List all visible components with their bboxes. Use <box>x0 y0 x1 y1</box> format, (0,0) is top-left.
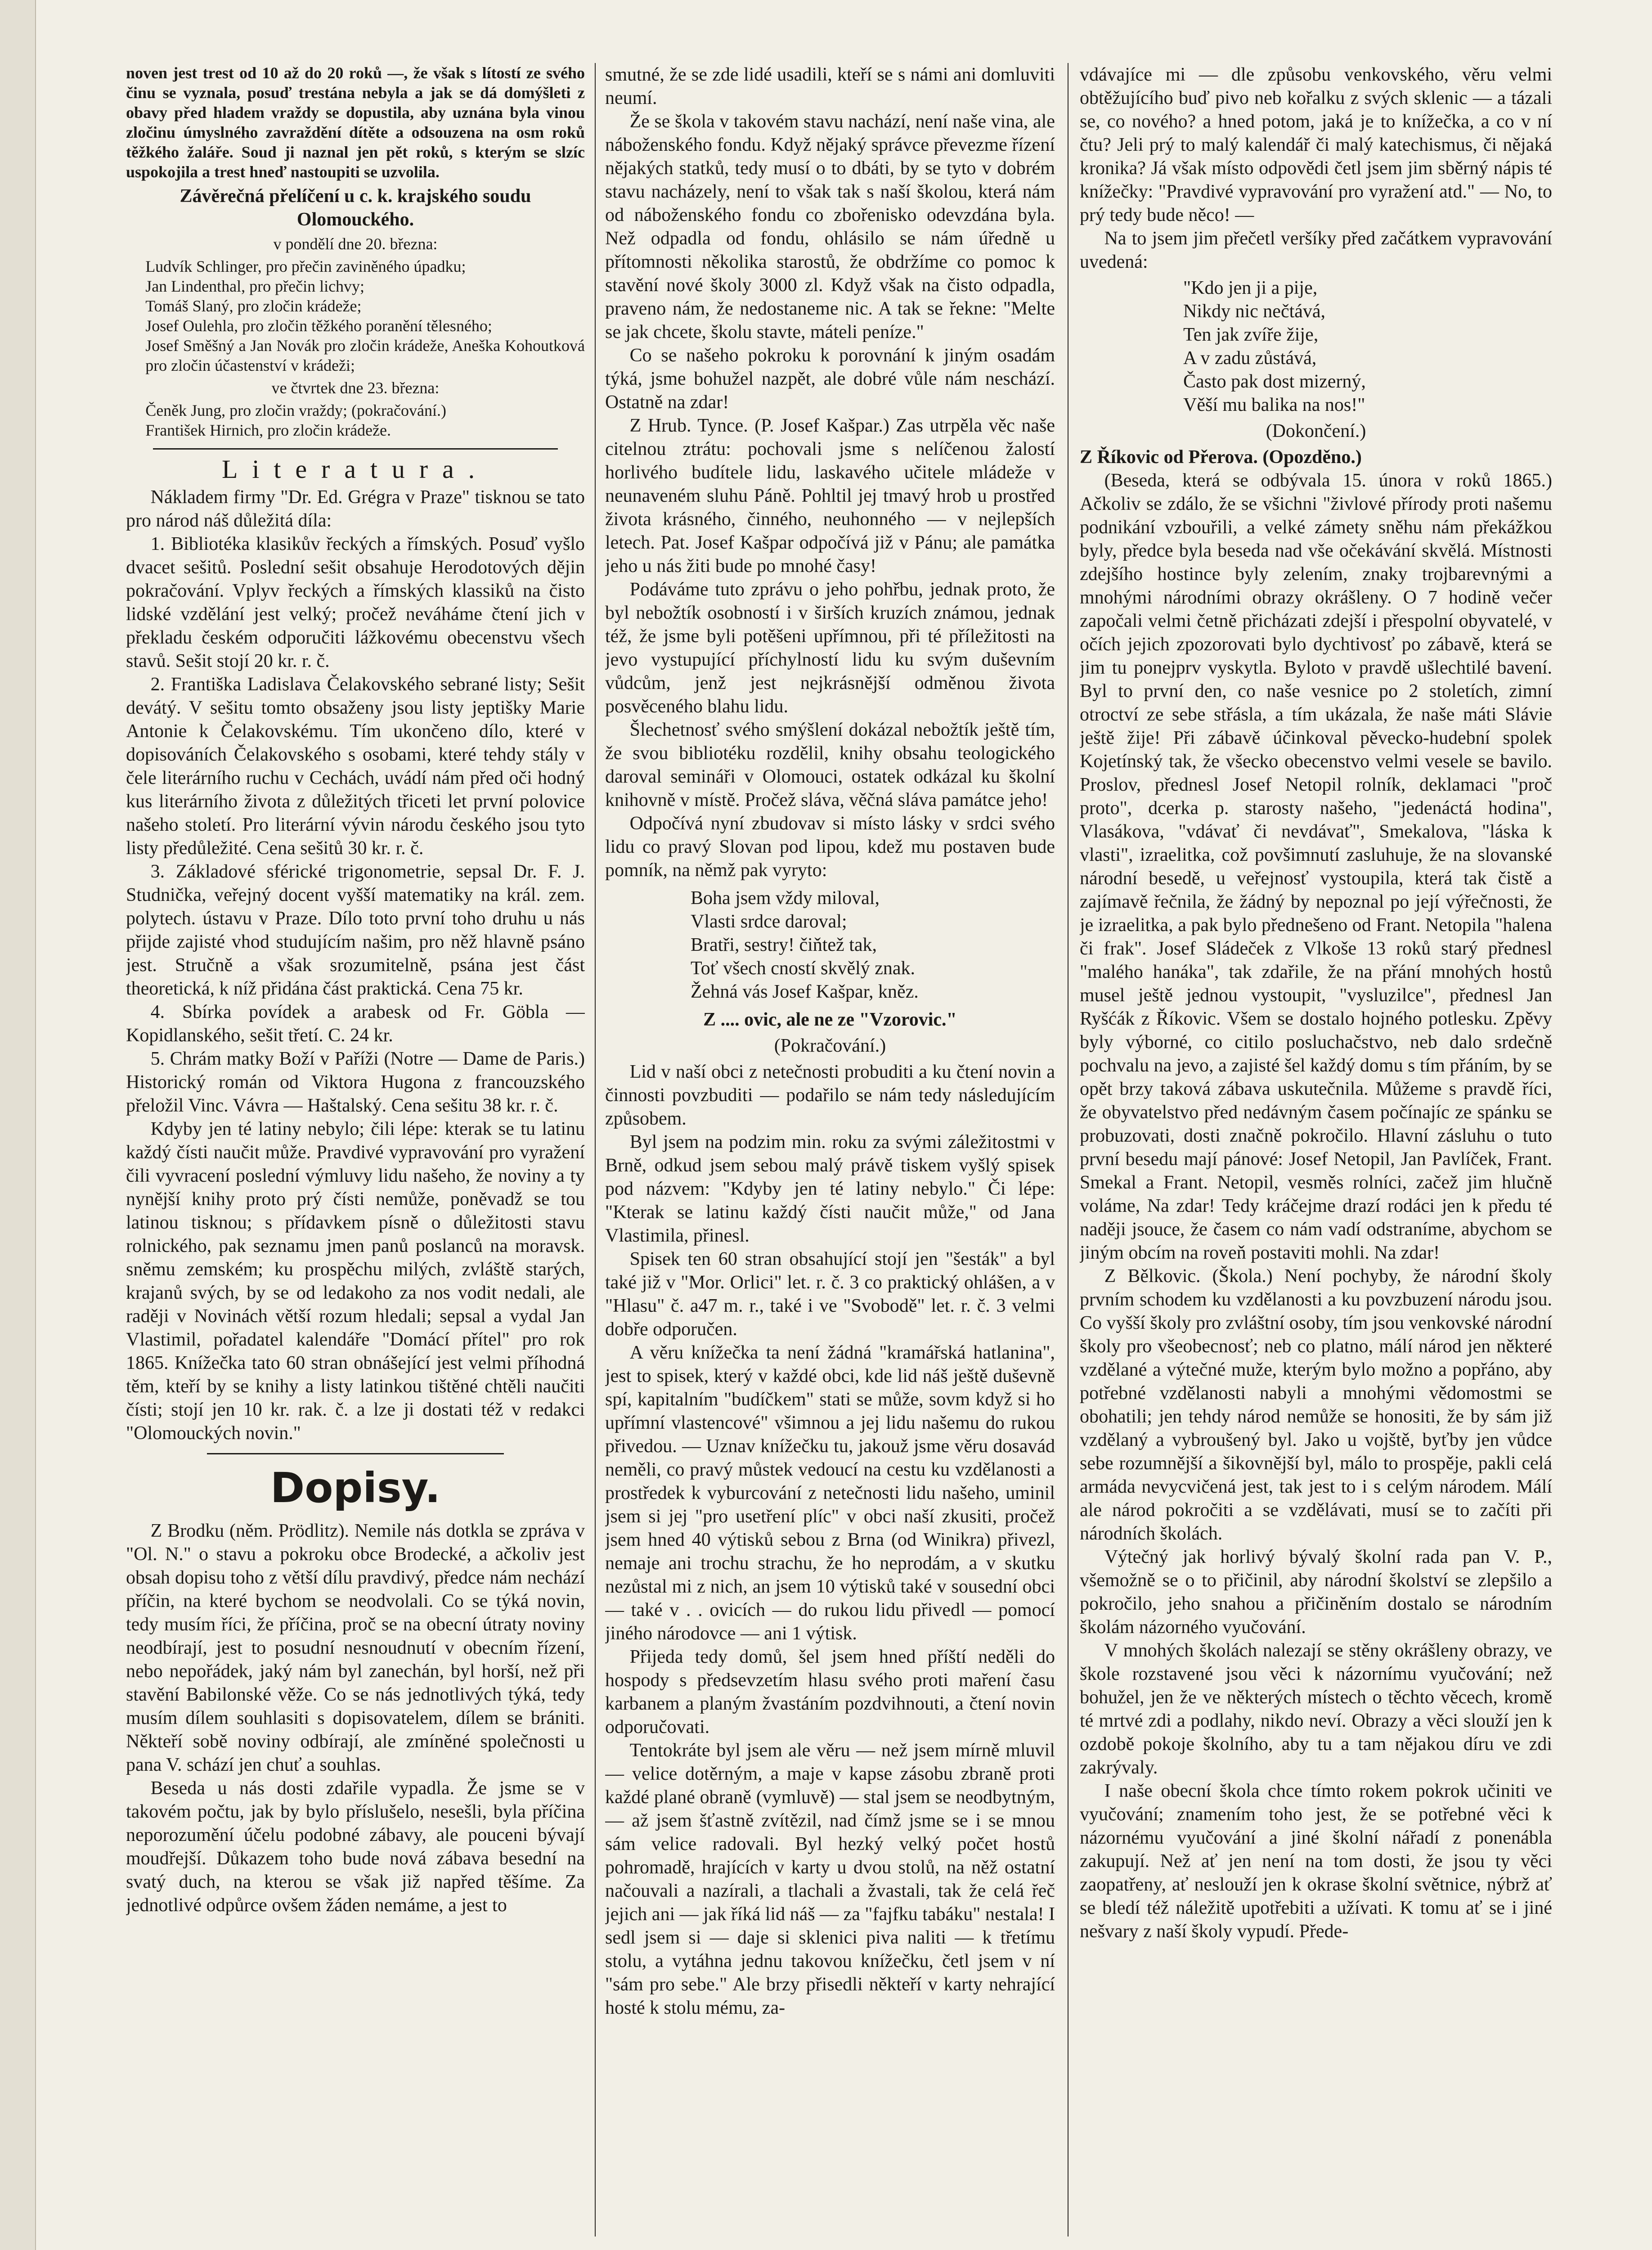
letter-belkovice: V mnohých školách nalezají se stěny okrášleny obrazy, ve škole rozstavené jsou věci k názornímu vyučování; než bohužel, jen že ve některých místech o těchto věcech, kromě té mrtvé zdi a podlahy, nikdo neví. Obrazy a věci slouží jen k ozdobě pokoje školního, aby tu a tam nějakou díru ve zdi zakrývaly. <box>1080 1640 1552 1778</box>
poem-verse <box>1080 276 1552 443</box>
court-item: Čeněk Jung, pro zločin vraždy; (pokračování.) <box>145 401 446 419</box>
literature-item: 5. Chrám matky Boží v Paříži (Notre — Dame de Paris.) Historický román od Viktora Hugona z francouzského přeložil Vinc. Vávra — Haštalský. Cena sešitu 38 kr. r. č. <box>126 1048 585 1116</box>
section-heading-dopisy: Dopisy. <box>270 1464 441 1512</box>
article-text: smutné, že se zde lidé usadili, kteří se s námi ani domluviti neumí. <box>605 64 1055 108</box>
letter-vzorovic: Na to jsem jim přečetl veršíky před začátkem vypravování uvedená: <box>1080 228 1552 272</box>
letter-tynce: Podáváme tuto zprávu o jeho pohřbu, jednak proto, že byl nebožtík osobností i v širších kruzích známou, jednak též, že jsme byli potěšeni upřímnou, při té příležitosti na jevo vystupující příchylností lidu ku svým duševním vůdcům, jenž jest nejkrásnější odměnou života posvěceného blahu lidu. <box>605 579 1055 717</box>
column-middle <box>605 63 1055 2236</box>
literature-item: 1. Bibliotéka klasikův řeckých a římských. Posuď vyšlo dvacet sešitů. Poslední sešit obsahuje Herodotových dějin pokračování. Vplyv řeckých a římských klassiků na čisto lidské vzdělání jest velký; pročež neváháme čtení jich v překladu českém odporučiti lážkovému obecenstvu všech stavů. Sešit stojí 20 kr. r. č. <box>126 534 585 671</box>
court-list <box>126 400 585 440</box>
letter-tynce: Odpočívá nyní zbudovav si místo lásky v srdci svého lidu co pravý Slovan pod lipou, kdež mu postaven bude pomník, na němž pak vyryto: <box>605 813 1055 881</box>
verse-line: Bratři, sestry! čiňtež tak, <box>691 935 877 955</box>
article-text: Co se našeho pokroku k porovnání k jiným osadám týká, jsme bohužel nazpět, ale dobré vůle nám neschází. Ostatně na zdar! <box>605 345 1055 413</box>
verse-line: Toť všech cností skvělý znak. <box>691 958 916 979</box>
court-title: Závěrečná přelíčení u c. k. krajského soudu Olomouckého. <box>180 186 531 230</box>
column-rule <box>595 63 596 2236</box>
letter-vzorovic: Byl jsem na podzim min. roku za svými záležitostmi v Brně, odkud jsem sebou malý právě tiskem vyšlý spisek pod názvem: "Kdyby jen té latiny nebylo." Či lépe: "Kterak se latinu každý čísti naučit může," od Jana Vlastimila, přinesl. <box>605 1132 1055 1246</box>
court-date-monday: v pondělí dne 20. března: <box>273 235 438 253</box>
letter-vzorovic: Přijeda tedy domů, šel jsem hned příští neděli do hospody s předsevzetím hlasu svého proti maření času karbanem a planým žvastáním pozdvihnouti, a čtení novin odporučovati. <box>605 1647 1055 1737</box>
column-right <box>1080 63 1552 2236</box>
court-item: Josef Směšný a Jan Novák pro zločin krádeže, Aneška Kohoutková pro zločin účastenství v krádeži; <box>145 337 585 374</box>
letter-brodek: Beseda u nás dosti zdařile vypadla. Že jsme se v takovém počtu, jak by bylo příslušelo, nesešli, byla příčina neporozumění účelu podobné zábavy, ale pouceni bývají moudřejší. Důkazem toho bude nová zábava besední na svatý duch, na kterou se však již napřed těšíme. Za jednotlivé odpůrce ovšem žáden nemáme, a jest to <box>126 1778 585 1916</box>
court-date-thursday: ve čtvrtek dne 23. března: <box>271 379 440 397</box>
verse-line: Nikdy nic nečtává, <box>1183 301 1326 322</box>
binding-margin <box>0 0 36 2250</box>
divider <box>153 448 558 450</box>
court-item: Ludvík Schlinger, pro přečin zaviněného úpadku; <box>145 257 466 275</box>
verse-line: Žehná vás Josef Kašpar, kněz. <box>691 981 919 1002</box>
court-item: Jan Lindenthal, pro přečin lichvy; <box>145 277 365 295</box>
letter-rikovice: (Beseda, která se odbývala 15. února v roků 1865.) Ačkoliv se zdálo, že se všichni "živlové přírody proti našemu podnikání vzbouřili, a velké zámety sněhu nám překážkou byly, předce byla beseda nad vše očekávání skvělá. Místnosti zdejšího hostince byly zelením, znaky trojbarevnými a mnohými národními obrazy okrášleny. O 7 hodině večer započali velmi četně přicházati zdejší i přespolní obyvatelé, v očích jejich zpozorovati bylo dychtivosť po zábavě, která se jim tu ponejprv vyskytla. Byloto v pravdě ušlechtilé bavení. Byl to první den, co naše vesnice po 2 stoletích, zimní otroctví ze sebe střásla, a tím ukázala, že naše máti Slávie ještě žije! Při zábavě účinkoval pěvecko-hudební spolek Kojetínský tak, že všecko obecenstvo velmi vesele se bavilo. Proslov, přednesl Josef Netopil rolník, deklamaci "proč proto", dcerka p. starosty našeho, "jedenáctá hodina", Vlasákova, "vdávať či nevdávať", Smekalova, "láska k vlasti", izraelitka, což povšimnutí zasluhuje, že na slovanské národní besedě, u veřejnosť vystoupila, která tak čistě a zajímavě řečnila, že žádný by nepoznal po její výřečnosti, že je izraelitka, a pak bylo přednešeno od Frant. Netopila "halena či frak". Josef Sládeček z Vlkoše 13 roků starý přednesl "malého hanáka", tak zdařile, že na přání mnohých hostů musel ještě jednou vystoupit, "vysluzilce", přednesl Jan Ryšćák z Říkovic. Všem se dostalo hojného potlesku. Zpěvy byly výborné, co citilo posluchačstvo, neb dalo srdečně pochvalu na jevo, a zajisté šel každý domu s tím přáním, by se opět brzy taková zábava uskutečnila. Můžeme s pravdě říci, že obyvatelstvo před nedávným časem počínajíc ze spánku se probuzovati, dosti značně pokročilo. Hlavní zásluhu o tuto první besedu mají pánové: Josef Netopil, Jan Pavlíček, Frant. Smekal a Frant. Netopil, vesměs rolníci, začež jim hlučně voláme, Na zdar! Tedy kráčejme drazí rodáci jen k předu té naději jsouce, že časem co nám vadí odstraníme, abychom se jiným obcím na roveň postaviti mohli. Na zdar! <box>1080 470 1552 1263</box>
letter-heading-rikovice: Z Říkovic od Přerova. (Opozděno.) <box>1080 447 1362 468</box>
court-item: Tomáš Slaný, pro zločin krádeže; <box>145 297 362 315</box>
column-left <box>126 63 585 2236</box>
article-text: Že se škola v takovém stavu nachází, není naše vina, ale náboženského fondu. Když nějaký správce převezme řízení nějakých statků, tedy musí o to dbáti, by se tyto v dobrém stavu nacházely, není to však tak s naší školou, která nám od náboženského fondu co zbořenisko odevzdána byla. Než odpadla od fondu, ohlásilo se nám úředně u přítomnosti několika starostů, že obdržíme co pomoc k stavění nové školy 3000 zl. Když však na čisto odpadla, praveno nám, že nedostaneme nic. A tak se řekne: "Melte se jak chcete, školu stavte, máteli peníze." <box>605 111 1055 342</box>
epitaph-verse <box>605 886 1055 1004</box>
letter-tynce: Šlechetnosť svého smýšlení dokázal nebožtík ještě tím, že svou bibliotéku rozdělil, knihy obsahu teologického daroval semináři v Olomouci, ostatek odkázal ku školní knihovně v místě. Pročež sláva, věčná sláva památce jeho! <box>605 720 1055 810</box>
conclusion-note: (Dokončení.) <box>1266 421 1366 441</box>
verse-line: Ten jak zvíře žije, <box>1183 324 1319 345</box>
verse-line: Často pak dost mizerný, <box>1183 371 1366 392</box>
letter-vzorovic: Spisek ten 60 stran obsahující stojí jen "šesták" a byl také již v "Mor. Orlici" let. r. č. 3 co praktický ohlášen, a v "Hlasu" č. a47 m. r., také i ve "Svobodě" let. r. č. 3 velmi dobře odporučen. <box>605 1249 1055 1340</box>
verse-line: Vlasti srdce daroval; <box>691 911 847 932</box>
letter-belkovice: Výtečný jak horlivý bývalý školní rada pan V. P., všemožně se o to přičinil, aby národní školství se zlepšilo a pokročilo, jeho snahou a přičiněním dostalo se národním školám názorného vyučování. <box>1080 1547 1552 1638</box>
verse-line: Boha jsem vždy miloval, <box>691 888 880 909</box>
literature-item: 3. Základové sférické trigonometrie, sepsal Dr. F. J. Studnička, veřejný docent vyšší matematiky na král. zem. polytech. ústavu v Praze. Dílo toto první toho druhu u nás přijde zajisté vhod studujícím našim, pro něž hlavně psáno jest. Stručně a však srozumitelně, psána jest část theoretická, k níž přidána část praktická. Cena 75 kr. <box>126 861 585 999</box>
divider <box>207 1453 504 1454</box>
court-list <box>126 256 585 375</box>
literature-intro: Nákladem firmy "Dr. Ed. Grégra v Praze" tisknou se tato pro národ náš důležitá díla: <box>126 487 585 531</box>
court-item: František Hirnich, pro zločin krádeže. <box>145 421 391 439</box>
letter-brodek: Z Brodku (něm. Prödlitz). Nemile nás dotkla se zpráva v "Ol. N." o stavu a pokroku obce Brodecké, a ačkoliv jest obsah dopisu toho z větší dílu pravdivý, předce nám nechází příčin, na které bychom se neodvolali. Co se týká novin, tedy musím říci, že příčina, proč se na obecní útraty noviny neodbírají, jest to posudní nesnoudnutí v obecním řízení, nebo nepořádek, jaký nám byl zanechán, byl horší, než při stavění Babilonské věže. Co se nás jednotlivých týká, tedy musím dílem souhlasiti s dopisovatelem, dílem se brániti. Někteří sobě noviny odbírají, ale zmíněné společnosti u pana V. schází jen chuť a souhlas. <box>126 1521 585 1775</box>
verse-line: "Kdo jen ji a pije, <box>1183 278 1318 298</box>
literature-item: Kdyby jen té latiny nebylo; čili lépe: kterak se tu latinu každý čísti naučit může. Pravdivé vypravování pro vyražení čili vyvracení poslední výmluvy lidu našeho, že noviny a ty nynější knihy proto prý čísti nemůže, poněvadž se tou latinou tisknou; s přídavkem písně o důležitosti stavu rolnického, pak seznamu jmen panů poslanců na moravsk. sněmu zemském; ku prospěchu milých, zvláště starých, krajanů svých, by se od ledakoho za nos vodit nedali, ale raději v Novinách větší rozum hledali; sepsal a vydal Jan Vlastimil, pořadatel kalendáře "Domácí přítel" pro rok 1865. Knížečka tato 60 stran obnášející jest velmi příhodná těm, kteří by se knihy a listy latinkou tištěné chtěli naučiti čísti; stojí jen 10 kr. rak. č. a lze ji dostati též v redakci "Olomouckých novin." <box>126 1119 585 1444</box>
continuation-note: (Pokračování.) <box>774 1035 886 1056</box>
letter-belkovice: I naše obecní škola chce tímto rokem pokrok učiniti ve vyučování; znamením toho jest, že se potřebné věci k názornému vyučování a jiné školní nářadí z ponenábla zakupují. Než ať jen není na tom dosti, že jsou ty věci zaopatřeny, ať neslouží jen k okrase školní světnice, nýbrž ať se bledí též náležitě upotřebiti a užívati. K tomu ať se i jiné nešvary z naší školy vypudí. Přede- <box>1080 1781 1552 1942</box>
letter-tynce: Z Hrub. Tynce. (P. Josef Kašpar.) Zas utrpěla věc naše citelnou ztrátu: pochovali jsme s nelíčenou žalostí horlivého budítele lidu, laskavého učitele mládeže v neunaveném sluhu Páně. Pohltil jej tmavý hrob u prostřed života krásného, činného, neuhonného — v nejlepších letech. Pat. Josef Kašpar odpočívá již v Pánu; ale památka jeho u nás žiti bude po mnohé časy! <box>605 415 1055 576</box>
letter-belkovice: Z Bělkovic. (Škola.) Není pochyby, že národní školy prvním schodem ku vzdělanosti a ku povzbuzení národu jsou. Co vyšší školy pro zvláštní osoby, tím jsou venkovské národní školy pro všeobecnosť; neb co platno, málí národ jen některé vzdělané a výtečné muže, kterým bylo možno a popřáno, aby potřebné vzdělanosti nabyli a mnohými vědomostmi se obohatili; jen tehdy národ nemůže se honositi, že by sám již vzdělaný a vybroušený byl. Jako u vojště, byťby jen vůdce sebe rozumnější a šikovnější byl, málo to prospěje, pakli celá armáda nevycvičená jest, tak jest to i s celým národem. Málí ale národ pokročiti a se vzdělávati, musí se to začíti při národních školách. <box>1080 1266 1552 1544</box>
verse-line: A v zadu zůstává, <box>1183 348 1317 369</box>
court-report-end: noven jest trest od 10 až do 20 roků —, že však s lítostí ze svého činu se vyznala, posuď trestána nebyla a jak se dá domýšleti z obavy před hladem vraždy se dopustila, aby uznána byla vinou zločinu úmyslného zavraždění dítěte a odsouzena na osm roků těžkého žaláře. Soud ji naznal jen pět roků, s kterým se slzíc uspokojila a trest hneď nastoupiti se uzvolila. <box>126 64 585 181</box>
literature-item: 2. Františka Ladislava Čelakovského sebrané listy; Sešit devátý. V sešitu tomto obsaženy jsou listy jeptišky Marie Antonie k Čelakovskému. Tím ukončeno dílo, které v dopisováních Čelakovského s osobami, které tehdy stály v čele literárního ruchu v Cechách, uvádí nám před oči hodný kus literárního života z důležitých třiceti let první polovice našeho století. Pro literární vývin národu českého jsou tyto listy předůležité. Cena sešitů 30 kr. r. č. <box>126 674 585 859</box>
letter-vzorovic: Lid v naší obci z netečnosti probuditi a ku čtení novin a činnosti povzbuditi — podařilo se nám tedy následujícím způsobem. <box>605 1062 1055 1129</box>
section-heading-literatura: Literatura. <box>221 454 489 484</box>
letter-vzorovic: vdávajíce mi — dle způsobu venkovského, věru velmi obtěžujícího buď pivo neb kořalku z svých sklenic — a tázali se, co nového? a hned potom, jaká je to knížečka, a co v ní čtu? Jeli prý to malý kalendář či malý katechismus, či nějaká kronika? Já však místo odpovědi četl jsem jim sběrný nápis té knížečky: "Pravdivé vypravování pro vyražení atd." — No, to prý tedy bude něco! — <box>1080 64 1552 225</box>
letter-vzorovic: A věru knížečka ta není žádná "kramářská hatlanina", jest to spisek, který v každé obci, kde lid náš ještě duševně spí, kapitalním "budíčkem" stati se může, sovm když si ho upřímní vlastencové" všimnou a jej lidu našemu do rukou přivedou. — Uznav knížečku tu, jakouž jsme věru dosavád neměli, co pravý můstek vedoucí na cestu ku vzdělanosti a prostředek k vyburcování z netečnosti lidu našeho, uminil jsem si jej "pro usetření plíc" v obci naší zkusiti, pročež jsem hned 40 výtisků sebou z Brna (od Winikra) přivezl, nemaje ani trochu strachu, že ho neprodám, a v skutku nezůstal mi z nich, an jsem 10 výtisků také v sousední obci — také v . . ovicích — do rukou lidu přivedl — pomocí jiného národovce — ani 1 výtisk. <box>605 1342 1055 1644</box>
court-item: Josef Oulehla, pro zločin těžkého poranění tělesného; <box>145 317 492 335</box>
literature-item: 4. Sbírka povídek a arabesk od Fr. Göbla — Kopidlanského, sešit třetí. C. 24 kr. <box>126 1002 585 1046</box>
verse-line: Věší mu balika na nos!" <box>1183 395 1365 415</box>
letter-heading-vzorovic: Z .... ovic, ale ne ze "Vzorovic." <box>703 1009 957 1030</box>
letter-vzorovic: Tentokráte byl jsem ale věru — než jsem mírně mluvil — velice dotěrným, a maje v kapse zásobu zbraně proti každé plané obraně (vymluvě) — stal jsem se neodbytným, — až jsem šťastně zvítězil, nad čímž jsme se i se mnou sám velice radovali. Byl hezký velký počet hostů pohromadě, hrajících v karty u dvou stolů, na něž ostatní načouvali a nazírali, a tlachali a žvastali, tak že celá řeč jejich ani — jak říká lid náš — za "fajfku tabáku" nestala! I sedl jsem si — daje si sklenici piva naliti — k třetímu stolu, a vytáhna jednu takovou knížečku, četl jsem v ní "sám pro sebe." Ale brzy přisedli někteří v karty nehrající hosté k stolu mému, za- <box>605 1740 1055 2018</box>
